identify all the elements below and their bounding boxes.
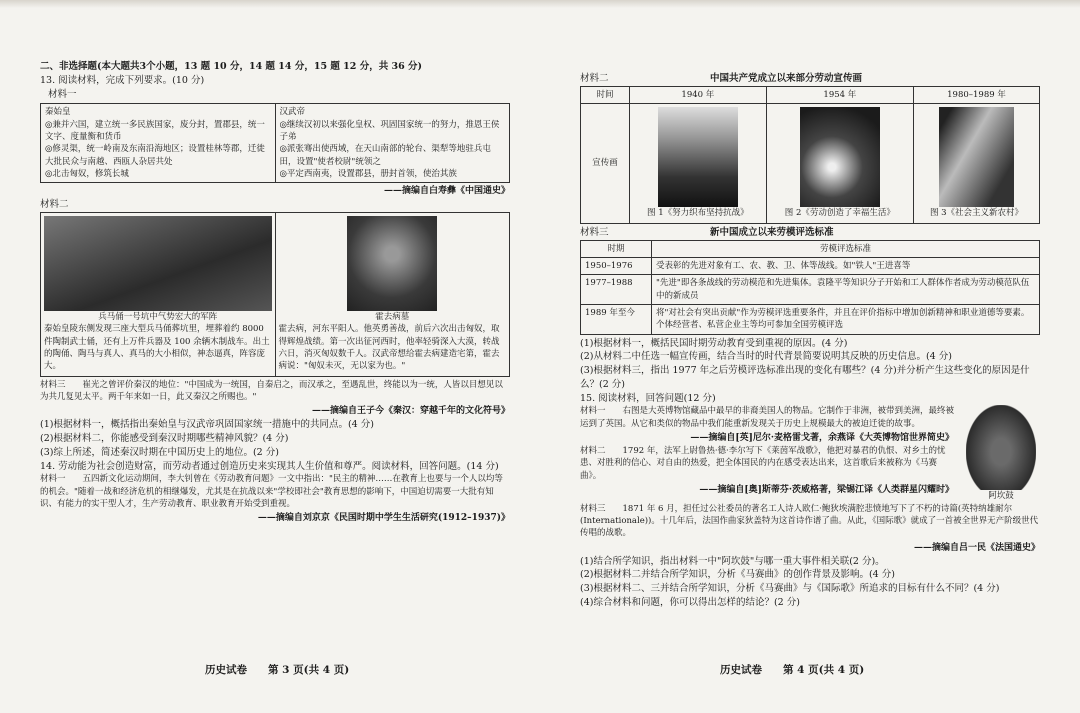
question-item: (3)综上所述，简述秦汉时期在中国历史上的地位。(2 分) xyxy=(40,446,279,458)
material2-table xyxy=(40,212,510,377)
han-cell xyxy=(275,104,510,183)
question-item: (3)根据材料二、三并结合所学知识，分析《马赛曲》与《国际歌》所追求的目标有什么不同？(4 分) xyxy=(580,583,1000,595)
poster-caption: 图 1《努力织布坚持抗战》 xyxy=(647,208,749,219)
material3-text: 材料三 崔光之曾评价秦汉的地位："中国成为一统国，自秦启之，而汉承之，至遇乱世，终能以为一统，人皆以目想见以为共几复见太平。两千年来如一日，此又秦汉之所赐也。" xyxy=(40,379,503,402)
terracotta-army-photo xyxy=(44,216,272,311)
q15-material2: 材料二 1792 年，法军上尉鲁热·德·李尔写下《莱茵军战歌》，他把对暴君的仇恨、对乡土的忧患、对胜利的信心、对自由的热爱，把全体国民的内在感受表达出来，这首歌后来被称为《马赛曲》。 xyxy=(580,446,946,481)
qin-cell xyxy=(41,104,276,183)
q15-material3: 材料三 1871 年 6 月，担任过公社委员的著名工人诗人欧仁·鲍狄埃满腔悲愤地写下了不朽的诗篇(英特纳雄耐尔 (Internationale))。十几年后，法国作曲家狄盖特为这首诗作谱了曲。从此，《国际歌》就成了一首被全世界无产阶级世代传唱的战歌。 xyxy=(580,503,1039,539)
q14-material1: 材料一 五四新文化运动期间，李大钊曾在《劳动教育问题》一文中指出："民主的精神……在教育上也要与一个人以均等的机会。"随着一战和经济危机的相继爆发，尤其是在抗战以来"学校即社会"教育思想的影响下，中国迫切需要一大批有知识、有能力的实干型人才，生产劳动教育、职业教育开始受到重视。 xyxy=(40,474,503,509)
page4-footer: 历史试卷 第 4 页(共 4 页) xyxy=(720,664,865,676)
year-header: 1980–1989 年 xyxy=(914,87,1040,104)
source-citation: ——摘编自吕一民《法国通史》 xyxy=(913,542,1040,553)
period-cell: 1950–1976 xyxy=(581,257,652,274)
qin-line: ◎修灵渠，统一岭南及东南沿海地区；设置桂林等郡，迁徙大批民众与南越、西瓯人杂居共处 xyxy=(45,144,265,167)
table-row xyxy=(581,275,1040,305)
year-header: 1954 年 xyxy=(766,87,913,104)
standard-cell: "先进"即各条战线的劳动模范和先进集体。袁隆平等知识分子开始和工人群体作者成为劳动模范队伍中的新成员 xyxy=(652,275,1040,305)
scan-top-edge xyxy=(0,0,1080,8)
source-citation: ——摘编自白寿彝《中国通史》 xyxy=(383,186,510,197)
poster-1980s xyxy=(939,107,1014,207)
header-period: 时期 xyxy=(581,240,652,257)
question-item: (2)根据材料二，你能感受到秦汉时期哪些精神风貌？(4 分) xyxy=(40,432,289,444)
q15-intro: 15. 阅读材料，回答问题(12 分) xyxy=(580,392,716,404)
han-line: ◎平定西南夷，设置郡县，册封首领，使治其族 xyxy=(279,168,457,179)
han-title: 汉武帝 xyxy=(279,107,306,118)
poster-1954 xyxy=(800,107,880,207)
material2-label: 材料二 xyxy=(40,199,69,211)
qin-line: ◎北击匈奴，修筑长城 xyxy=(45,168,129,179)
period-cell: 1977–1988 xyxy=(581,275,652,305)
posters-title: 中国共产党成立以来部分劳动宣传画 xyxy=(710,73,863,84)
han-line: ◎继续汉初以来强化皇权、巩固国家统一的努力，推恩王侯子弟 xyxy=(279,119,500,142)
poster-1940 xyxy=(658,107,738,207)
page-4 xyxy=(580,72,1040,610)
poster-caption: 图 3《社会主义新农村》 xyxy=(929,208,1024,219)
qin-title: 秦始皇 xyxy=(45,107,71,118)
material3-label: 材料三 xyxy=(580,226,609,238)
material1-label: 材料一 xyxy=(48,88,77,100)
question-item: (3)根据材料三，指出 1977 年之后劳模评选标准出现的变化有哪些？(4 分)并分析产生这些变化的原因是什么？(2 分) xyxy=(580,365,1030,390)
akan-drum-photo xyxy=(966,405,1036,490)
source-citation: ——摘编自[英]尼尔·麦格雷戈著，余燕译《大英博物馆世界简史》 xyxy=(690,432,954,443)
huo-qubing-tomb-photo xyxy=(347,216,437,311)
section-header: 二、非选择题(本大题共3个小题，13 题 10 分，14 题 14 分，15 题 12 分，共 36 分) xyxy=(40,61,423,72)
drum-caption: 阿坎鼓 xyxy=(988,491,1014,502)
source-citation: ——摘编自[奥]斯蒂芬·茨威格著，梁锡江译《人类群星闪耀时》 xyxy=(699,484,954,495)
q15-material1: 材料一 右图是大英博物馆藏品中最早的非裔美国人的物品。它制作于非洲，被带到美洲，最终被运到了英国。从它和类似的物品中我们能重新发现关于历史上规模最大的被迫迁徙的故事。 xyxy=(580,406,955,429)
standard-cell: 将"对社会有突出贡献"作为劳模评选重要条件，并且在评价指标中增加创新精神和职业道德等要素。个体经营者、私营企业主等均可参加全国劳模评选 xyxy=(652,304,1040,334)
question-item: (2)根据材料二并结合所学知识，分析《马赛曲》的创作背景及影响。(4 分) xyxy=(580,569,895,581)
han-line: ◎派张骞出使西域，在天山南部的轮台、渠犁等地驻兵屯田，设置"使者校尉"统领之 xyxy=(279,144,491,167)
page3-footer: 历史试卷 第 3 页(共 4 页) xyxy=(205,664,350,676)
source-citation: ——摘编自刘京京《民国时期中学生生活研究(1912–1937)》 xyxy=(257,513,510,524)
year-header: 1940 年 xyxy=(630,87,767,104)
material2-label: 材料二 xyxy=(580,73,609,84)
question-item: (2)从材料二中任选一幅宣传画，结合当时的时代背景简要说明其反映的历史信息。(4 分) xyxy=(580,351,952,363)
question-item: (1)结合所学知识，指出材料一中"阿坎鼓"与哪一重大事件相关联(2 分)。 xyxy=(580,555,885,567)
row-label: 宣传画 xyxy=(581,104,630,223)
standards-title: 新中国成立以来劳模评选标准 xyxy=(710,226,834,238)
material1-table xyxy=(40,103,510,183)
col-time: 时间 xyxy=(581,87,630,104)
standards-table xyxy=(580,240,1040,335)
question-item: (4)综合材料和问题，你可以得出怎样的结论？(2 分) xyxy=(580,596,800,608)
tomb-text: 霍去病，河东平阳人。他英勇善战，前后六次出击匈奴，取得辉煌战绩。第一次出征河西时，他率轻骑深入大漠，转战六日，消灭匈奴数千人。汉武帝想给霍去病建造宅第，霍去病说："匈奴未灭，无以家为也。" xyxy=(278,324,500,372)
standard-cell: 受表彰的先进对象有工、农、教、卫、体等战线。如"铁人"王进喜等 xyxy=(652,257,1040,274)
terracotta-caption: 兵马俑一号坑中气势宏大的军阵 xyxy=(98,311,218,322)
terracotta-text: 秦始皇陵东侧发现三座大型兵马俑葬坑里，埋葬着约 8000 件陶制武士俑，还有上万件兵器及 100 余辆木制战车。出土的陶俑、陶马与真人、真马的大小相似，神态逼真，阵容庞大。 xyxy=(44,324,270,372)
q13-intro: 13. 阅读材料，完成下列要求。(10 分) xyxy=(40,74,205,86)
q14-intro: 14. 劳动能为社会创造财富，而劳动者通过创造历史来实现其人生价值和尊严。阅读材料，回答问题。(14 分) xyxy=(40,460,499,472)
posters-table xyxy=(580,86,1040,224)
qin-line: ◎兼并六国，建立统一多民族国家，废分封，置郡县，统一文字、度量衡和货币 xyxy=(45,119,265,142)
page-3 xyxy=(40,60,510,525)
question-item: (1)根据材料一，概括指出秦始皇与汉武帝巩固国家统一措施中的共同点。(4 分) xyxy=(40,419,374,431)
source-citation: ——摘编自王子今《秦汉：穿越千年的文化符号》 xyxy=(311,406,510,417)
table-row xyxy=(581,257,1040,274)
poster-caption: 图 2《劳动创造了幸福生活》 xyxy=(784,208,895,219)
question-item: (1)根据材料一，概括民国时期劳动教育受到重视的原因。(4 分) xyxy=(580,337,848,349)
header-standard: 劳模评选标准 xyxy=(652,240,1040,257)
period-cell: 1989 年至今 xyxy=(581,304,652,334)
tomb-caption: 霍去病墓 xyxy=(375,311,410,322)
table-row xyxy=(581,304,1040,334)
